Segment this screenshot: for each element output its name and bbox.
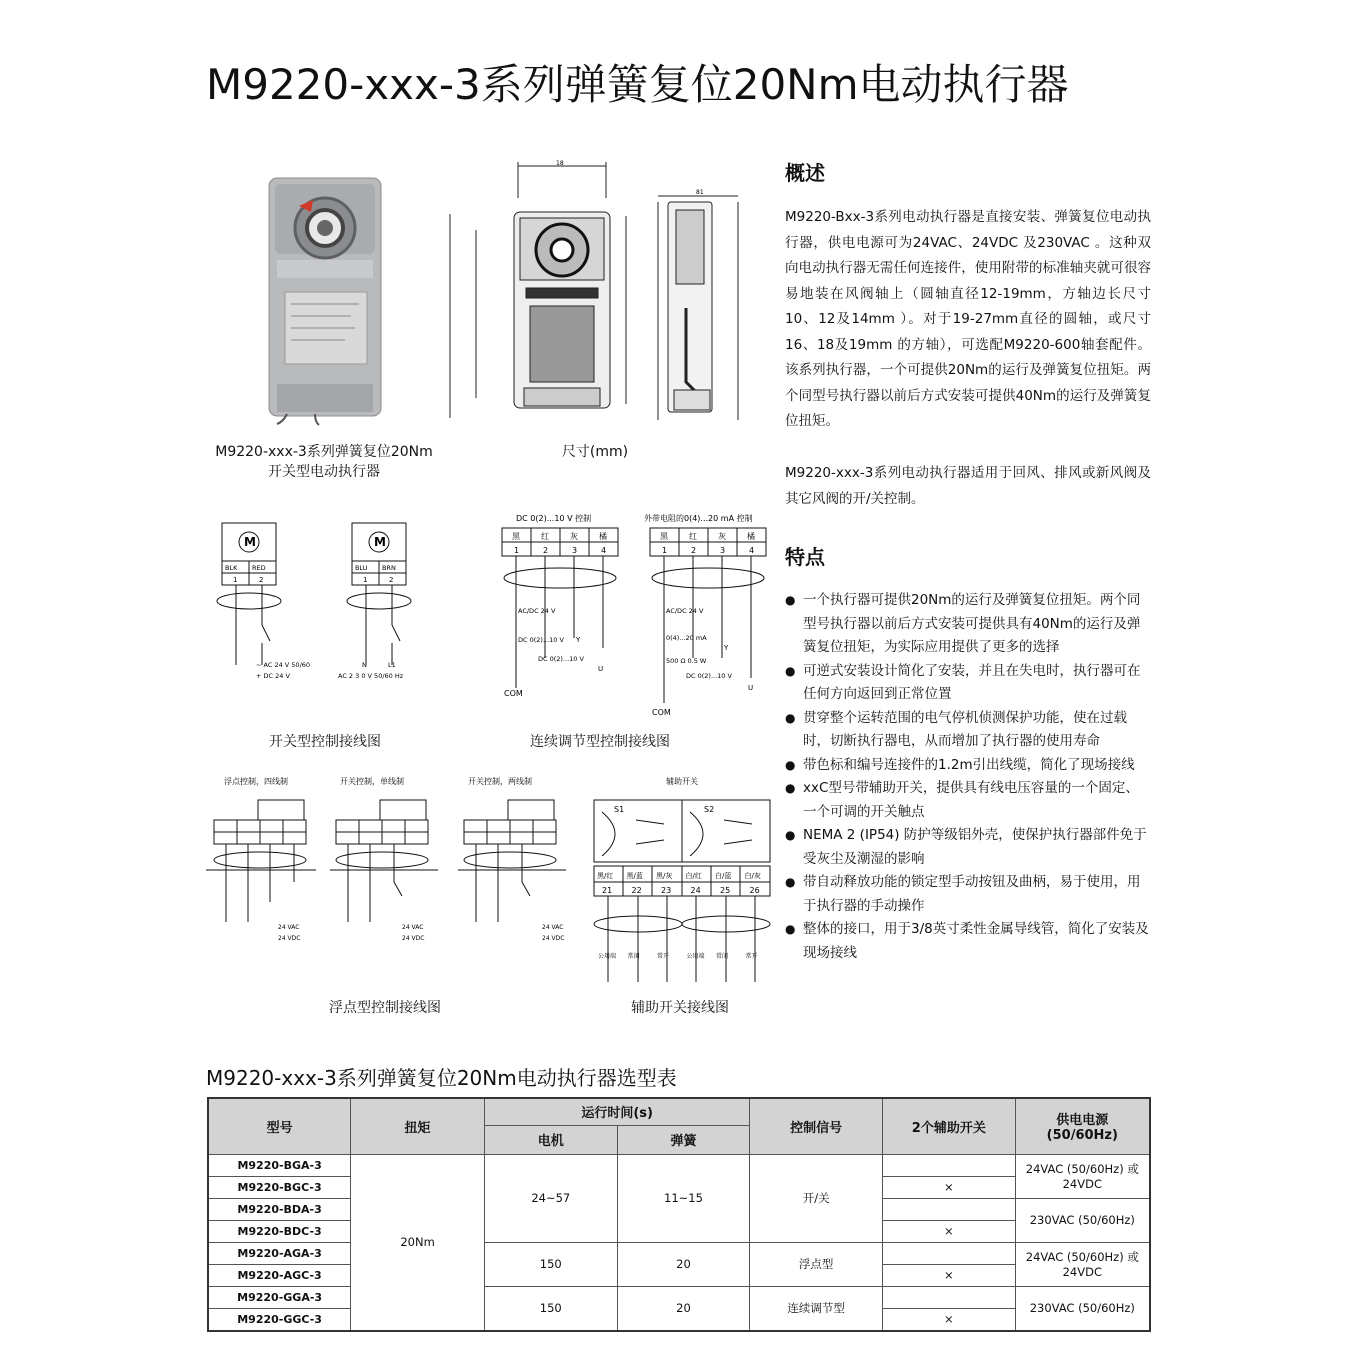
header-power-line1: 供电电源 [1056, 1113, 1109, 1129]
overview-paragraph-2: M9220-xxx-3系列电动执行器适用于回风、排风或新风阀及其它风阀的开/关控制。 [785, 465, 1151, 507]
aux-wire-color: 黑/蓝 [626, 872, 643, 880]
aux-terminal-number: 22 [631, 886, 642, 895]
selection-table-title: M9220-xxx-3系列弹簧复位20Nm电动执行器选型表 [206, 1066, 677, 1090]
label-aux-title: 辅助开关 [666, 777, 698, 786]
aux-switch-caption: 辅助开关接线图 [631, 1000, 729, 1016]
mod2-t1: 1 [662, 546, 668, 555]
label-com-2: COM [652, 708, 671, 717]
terminal-1a: 1 [233, 576, 238, 584]
wire-red: RED [252, 564, 266, 572]
feature-item: ● NEMA 2 (IP54) 防护等级铝外壳，使保护执行器部件免于受灰尘及潮湿的影响 [785, 824, 1151, 871]
header-run-time: 运行时间(s) [484, 1098, 749, 1125]
aux-wire-color: 白/红 [685, 872, 702, 880]
header-torque: 扭矩 [351, 1098, 485, 1154]
model-cell: M9220-AGC-3 [208, 1264, 351, 1286]
label-24vac-1: 24 VAC [278, 924, 300, 931]
header-motor: 电机 [484, 1125, 617, 1154]
aux-cell [882, 1154, 1015, 1176]
header-control: 控制信号 [750, 1098, 883, 1154]
feature-item: ● 贯穿整个运转范围的电气停机侦测保护功能，使在过载时，切断执行器电，从而增加了执行器的使用寿命 [785, 707, 1151, 754]
aux-terminal-function: 公用端 [686, 953, 705, 960]
label-l1: L1 [388, 661, 396, 669]
color-black-2: 黑 [660, 532, 668, 541]
power-text: 24VAC (50/60Hz) 或 [1025, 1162, 1139, 1176]
terminal-2a: 2 [259, 576, 264, 584]
color-red-1: 红 [541, 532, 549, 541]
label-24vdc-1: 24 VDC [278, 935, 301, 942]
label-dc010-3: DC 0(2)...10 V [686, 672, 732, 680]
table-row [208, 1154, 1150, 1176]
actuator-photo [255, 170, 405, 425]
header-power-line2: (50/60Hz) [1046, 1128, 1118, 1144]
mod-t2: 2 [543, 546, 549, 555]
spring-time-cell: 20 [617, 1242, 750, 1286]
label-dc24: + DC 24 V [256, 672, 290, 680]
label-onoff2: 开关控制，两线制 [468, 777, 532, 786]
product-caption-1: M9220-xxx-3系列弹簧复位20Nm [215, 444, 433, 460]
overview-paragraph-1: M9220-Bxx-3系列电动执行器是直接安装、弹簧复位电动执行器，供电电源可为24VAC、24VDC 及230VAC 。这种双向电动执行器无需任何连接件，使用附带的标准轴夹就可很容易地装在风阀轴上（圆轴直径12-19mm，方轴边长尺寸10、12及14mm ）。对于19-27mm直径的圆轴，或尺寸16、18及19mm 的方轴），可选配M9220-600轴套配件。该系列执行器，一个可提供20Nm的运行及弹簧复位扭矩。两个同型号执行器以前后方式安装可提供40Nm的运行及弹簧复位扭矩。 [785, 209, 1151, 429]
power-cell: 230VAC (50/60Hz) [1015, 1198, 1150, 1242]
floating-wiring-diagram [206, 772, 586, 947]
aux-terminal-function: 常闭 [627, 953, 640, 960]
model-cell: M9220-BGA-3 [208, 1154, 351, 1176]
aux-cell [882, 1286, 1015, 1308]
model-cell: M9220-GGA-3 [208, 1286, 351, 1308]
aux-wire-color: 白/灰 [744, 872, 761, 880]
table-row [208, 1242, 1150, 1264]
header-model: 型号 [208, 1098, 351, 1154]
label-y-2: Y [724, 644, 729, 652]
label-24vdc-2: 24 VDC [402, 935, 425, 942]
model-cell: M9220-BDA-3 [208, 1198, 351, 1220]
selection-table [207, 1097, 1151, 1332]
power-cell [1015, 1242, 1150, 1286]
product-caption-2: 开关型电动执行器 [268, 464, 380, 480]
torque-cell: 20Nm [351, 1154, 485, 1331]
features-list [785, 589, 1151, 965]
label-n: N [362, 661, 367, 669]
overview-heading: 概述 [785, 161, 825, 185]
mod2-t3: 3 [720, 546, 726, 555]
terminal-1b: 1 [363, 576, 368, 584]
dim-label-depth: 81 [696, 189, 704, 196]
header-aux: 2个辅助开关 [882, 1098, 1015, 1154]
aux-terminal-number: 23 [661, 886, 672, 895]
feature-item: ● 一个执行器可提供20Nm的运行及弹簧复位扭矩。两个同型号执行器以前后方式安装可提供具有40Nm的运行及弹簧复位扭矩，为实际应用提供了更多的选择 [785, 589, 1151, 660]
motor-time-cell: 150 [484, 1286, 617, 1331]
aux-terminal-number: 26 [749, 886, 760, 895]
label-ac230: AC 2 3 0 V 50/60 Hz [338, 672, 404, 680]
feature-item: ● 带自动释放功能的锁定型手动按钮及曲柄，易于使用，用于执行器的手动操作 [785, 871, 1151, 918]
control-cell: 浮点型 [750, 1242, 883, 1286]
aux-terminal-number: 24 [690, 886, 701, 895]
label-u-2: U [748, 684, 754, 692]
mod-t1: 1 [514, 546, 520, 555]
aux-terminal-number: 21 [602, 886, 613, 895]
label-ma020: 0(4)...20 mA [666, 634, 707, 642]
label-acdc24-1: AC/DC 24 V [518, 607, 556, 615]
modulating-wiring-caption: 连续调节型控制接线图 [530, 734, 670, 750]
label-s1: S1 [614, 805, 625, 814]
terminal-2b: 2 [389, 576, 394, 584]
dimension-caption: 尺寸(mm) [561, 444, 629, 460]
control-cell: 开/关 [750, 1154, 883, 1242]
features-heading: 特点 [785, 545, 825, 569]
aux-cell: × [882, 1220, 1015, 1242]
model-cell: M9220-BDC-3 [208, 1220, 351, 1242]
mod-t4: 4 [601, 546, 607, 555]
color-black-1: 黑 [512, 532, 520, 541]
label-onoff1: 开关控制，单线制 [340, 777, 404, 786]
onoff-wiring-caption: 开关型控制接线图 [269, 734, 381, 750]
label-acdc24-2: AC/DC 24 V [666, 607, 704, 615]
feature-item: ● 整体的接口，用于3/8英寸柔性金属导线管，简化了安装及现场接线 [785, 918, 1151, 965]
power-cell: 230VAC (50/60Hz) [1015, 1286, 1150, 1331]
color-gray-2: 灰 [718, 532, 726, 541]
aux-wire-color: 白/蓝 [715, 872, 732, 880]
color-gray-1: 灰 [570, 532, 578, 541]
feature-item: ● 可逆式安装设计简化了安装，并且在失电时，执行器可在任何方向返回到正常位置 [785, 660, 1151, 707]
aux-cell: × [882, 1308, 1015, 1331]
label-ac24: ~ AC 24 V 50/60 [256, 661, 311, 669]
label-dc-control: DC 0(2)...10 V 控制 [516, 514, 592, 523]
dimension-drawing [446, 158, 756, 438]
mod2-t2: 2 [691, 546, 697, 555]
power-text: 24VDC [1062, 1265, 1102, 1279]
aux-terminal-number: 25 [720, 886, 731, 895]
feature-item: ● 带色标和编号连接件的1.2m引出线缆，简化了现场接线 [785, 754, 1151, 778]
aux-terminal-function: 常开 [745, 953, 758, 960]
spring-time-cell: 20 [617, 1286, 750, 1331]
aux-terminal-function: 常开 [657, 953, 670, 960]
label-r500: 500 Ω 0.5 W [666, 657, 707, 665]
feature-item: ● xxC型号带辅助开关，提供具有线电压容量的一个固定、一个可调的开关触点 [785, 777, 1151, 824]
onoff-wiring-diagram [210, 515, 450, 695]
modulating-wiring-diagram [490, 508, 780, 718]
model-cell: M9220-BGC-3 [208, 1176, 351, 1198]
header-spring: 弹簧 [617, 1125, 750, 1154]
aux-wire-color: 黑/灰 [656, 872, 673, 880]
mod-t3: 3 [572, 546, 578, 555]
motor-symbol-2: M [374, 535, 386, 549]
label-y-1: Y [576, 636, 581, 644]
power-text: 24VDC [1062, 1177, 1102, 1191]
model-cell: M9220-AGA-3 [208, 1242, 351, 1264]
label-u-1: U [598, 665, 604, 673]
power-cell [1015, 1154, 1150, 1198]
aux-terminal-function: 常闭 [716, 953, 729, 960]
aux-cell [882, 1198, 1015, 1220]
aux-cell [882, 1242, 1015, 1264]
motor-symbol-1: M [244, 535, 256, 549]
page-title: M9220-xxx-3系列弹簧复位20Nm电动执行器 [206, 60, 1069, 109]
model-cell: M9220-GGC-3 [208, 1308, 351, 1331]
wire-blu: BLU [355, 564, 368, 572]
label-24vac-3: 24 VAC [542, 924, 564, 931]
dim-label-width: 18 [556, 160, 564, 167]
wire-brn: BRN [382, 564, 396, 572]
label-dc010-2: DC 0(2)...10 V [538, 655, 584, 663]
label-24vac-2: 24 VAC [402, 924, 424, 931]
control-cell: 连续调节型 [750, 1286, 883, 1331]
aux-terminal-function: 公用端 [598, 953, 617, 960]
label-com-1: COM [504, 689, 523, 698]
label-s2: S2 [704, 805, 715, 814]
wire-blk: BLK [225, 564, 238, 572]
motor-time-cell: 24~57 [484, 1154, 617, 1242]
color-red-2: 红 [689, 532, 697, 541]
aux-cell: × [882, 1176, 1015, 1198]
aux-wire-color: 黑/红 [597, 872, 614, 880]
power-text: 24VAC (50/60Hz) 或 [1025, 1250, 1139, 1264]
label-24vdc-3: 24 VDC [542, 935, 565, 942]
aux-cell: × [882, 1264, 1015, 1286]
color-orange-1: 橘 [599, 532, 607, 541]
label-ma-control: 外带电阻的0(4)...20 mA 控制 [644, 514, 753, 523]
label-dc010-1: DC 0(2)...10 V [518, 636, 564, 644]
header-power [1015, 1098, 1150, 1154]
color-orange-2: 橘 [747, 532, 755, 541]
floating-wiring-caption: 浮点型控制接线图 [329, 1000, 441, 1016]
table-row [208, 1286, 1150, 1308]
spring-time-cell: 11~15 [617, 1154, 750, 1242]
mod2-t4: 4 [749, 546, 755, 555]
label-float4: 浮点控制，四线制 [224, 777, 288, 786]
aux-switch-diagram [588, 772, 778, 987]
motor-time-cell: 150 [484, 1242, 617, 1286]
